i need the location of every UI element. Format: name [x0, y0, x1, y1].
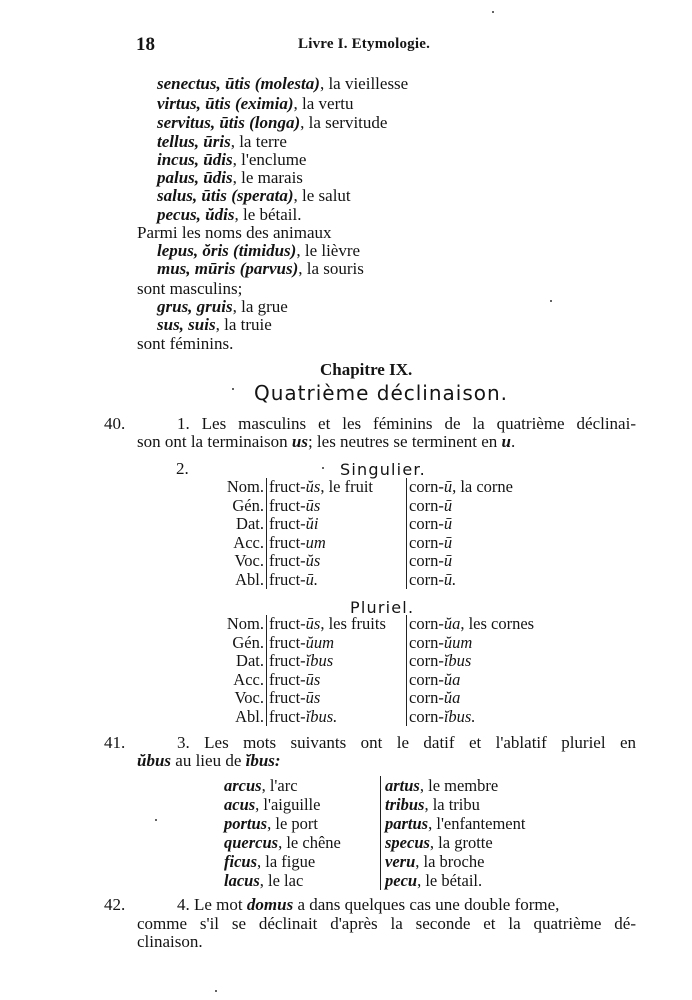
- scan-speck: [322, 467, 324, 469]
- singular-heading: Singulier.: [340, 460, 426, 479]
- vocab-item: lacus, le lac: [224, 871, 304, 890]
- word-line: pecus, ŭdis, le bétail.: [157, 205, 302, 224]
- vocab-item: veru, la broche: [385, 852, 485, 871]
- section-40-line1: 1. Les masculins et les féminins de la quatrième déclinai-: [177, 414, 636, 433]
- vocab-item: pecu, le bétail.: [385, 871, 483, 890]
- word-line: incus, ūdis, l'enclume: [157, 150, 307, 169]
- word-line: salus, ūtis (sperata), le salut: [157, 186, 351, 205]
- running-title: Livre I. Etymologie.: [298, 36, 431, 52]
- section-42-line3: clinaison.: [137, 932, 203, 951]
- section-41-line2: ŭbus au lieu de ĭbus:: [137, 751, 281, 770]
- word-line: virtus, ūtis (eximia), la vertu: [157, 94, 354, 113]
- word-line: palus, ūdis, le marais: [157, 168, 303, 187]
- table-row: Gén. fruct-ŭum corn-ŭum: [226, 634, 537, 653]
- word-line: senectus, ūtis (molesta), la vieillesse: [157, 74, 409, 93]
- scan-speck: [155, 819, 157, 821]
- scan-speck: [215, 990, 217, 992]
- word-line: sus, suis, la truie: [157, 315, 272, 334]
- vocab-item: acus, l'aiguille: [224, 795, 321, 814]
- vocab-item: artus, le membre: [385, 776, 499, 795]
- vocab-item: ficus, la figue: [224, 852, 316, 871]
- word-line: mus, mūris (parvus), la souris: [157, 259, 364, 278]
- word-line: servitus, ūtis (longa), la servitude: [157, 113, 388, 132]
- plural-table: [226, 615, 537, 726]
- table-row: Acc. fruct-um corn-ū: [226, 534, 516, 553]
- chapter-title: Chapitre IX.: [320, 360, 413, 379]
- plural-heading: Pluriel.: [350, 598, 415, 617]
- section-42-line2: comme s'il se déclinait d'après la seconde et la quatrième dé-: [137, 914, 636, 933]
- feminins-text: sont féminins.: [137, 334, 234, 353]
- word-line: lepus, ŏris (timidus), le lièvre: [157, 241, 361, 260]
- table-row: Abl. fruct-ū. corn-ū.: [226, 571, 516, 590]
- section-42-line1: 4. Le mot domus a dans quelques cas une double forme,: [177, 895, 560, 914]
- vocab-item: specus, la grotte: [385, 833, 493, 852]
- vocab-item: partus, l'enfantement: [385, 814, 526, 833]
- scan-speck: [550, 300, 552, 302]
- table-row: Voc. fruct-ŭs corn-ū: [226, 552, 516, 571]
- vocab-item: portus, le port: [224, 814, 318, 833]
- word-line: tellus, ūris, la terre: [157, 132, 287, 151]
- page-number: 18: [136, 34, 155, 55]
- vocab-item: arcus, l'arc: [224, 776, 298, 795]
- singular-table: [226, 478, 516, 589]
- masculins-text: sont masculins;: [137, 279, 243, 298]
- scan-speck: [492, 11, 494, 13]
- vocab-item: tribus, la tribu: [385, 795, 480, 814]
- table-row: Nom. fruct-ūs, les fruits corn-ŭa, les cornes: [226, 615, 537, 634]
- section-41-line1: 3. Les mots suivants ont le datif et l'ablatif pluriel en: [177, 733, 636, 752]
- section-number-42: 42.: [104, 895, 126, 914]
- subsection-number-2: 2.: [176, 459, 189, 478]
- table-row: Voc. fruct-ūs corn-ŭa: [226, 689, 537, 708]
- chapter-subtitle: Quatrième déclinaison.: [254, 381, 509, 405]
- section-number-40: 40.: [104, 414, 126, 433]
- vocab-left-column: [224, 776, 380, 890]
- scan-speck: [232, 388, 234, 390]
- table-row: Nom. fruct-ŭs, le fruit corn-ū, la corne: [226, 478, 516, 497]
- table-row: Dat. fruct-ŭi corn-ū: [226, 515, 516, 534]
- section-number-41: 41.: [104, 733, 126, 752]
- word-line: grus, gruis, la grue: [157, 297, 288, 316]
- parmi-text: Parmi les noms des animaux: [137, 223, 332, 242]
- table-row: Dat. fruct-ĭbus corn-ĭbus: [226, 652, 537, 671]
- vocab-right-column: [380, 776, 565, 890]
- section-40-line2: son ont la terminaison us; les neutres se terminent en u.: [137, 432, 516, 451]
- table-row: Gén. fruct-ūs corn-ū: [226, 497, 516, 516]
- table-row: Abl. fruct-ĭbus. corn-ĭbus.: [226, 708, 537, 727]
- table-row: Acc. fruct-ūs corn-ŭa: [226, 671, 537, 690]
- vocab-item: quercus, le chêne: [224, 833, 341, 852]
